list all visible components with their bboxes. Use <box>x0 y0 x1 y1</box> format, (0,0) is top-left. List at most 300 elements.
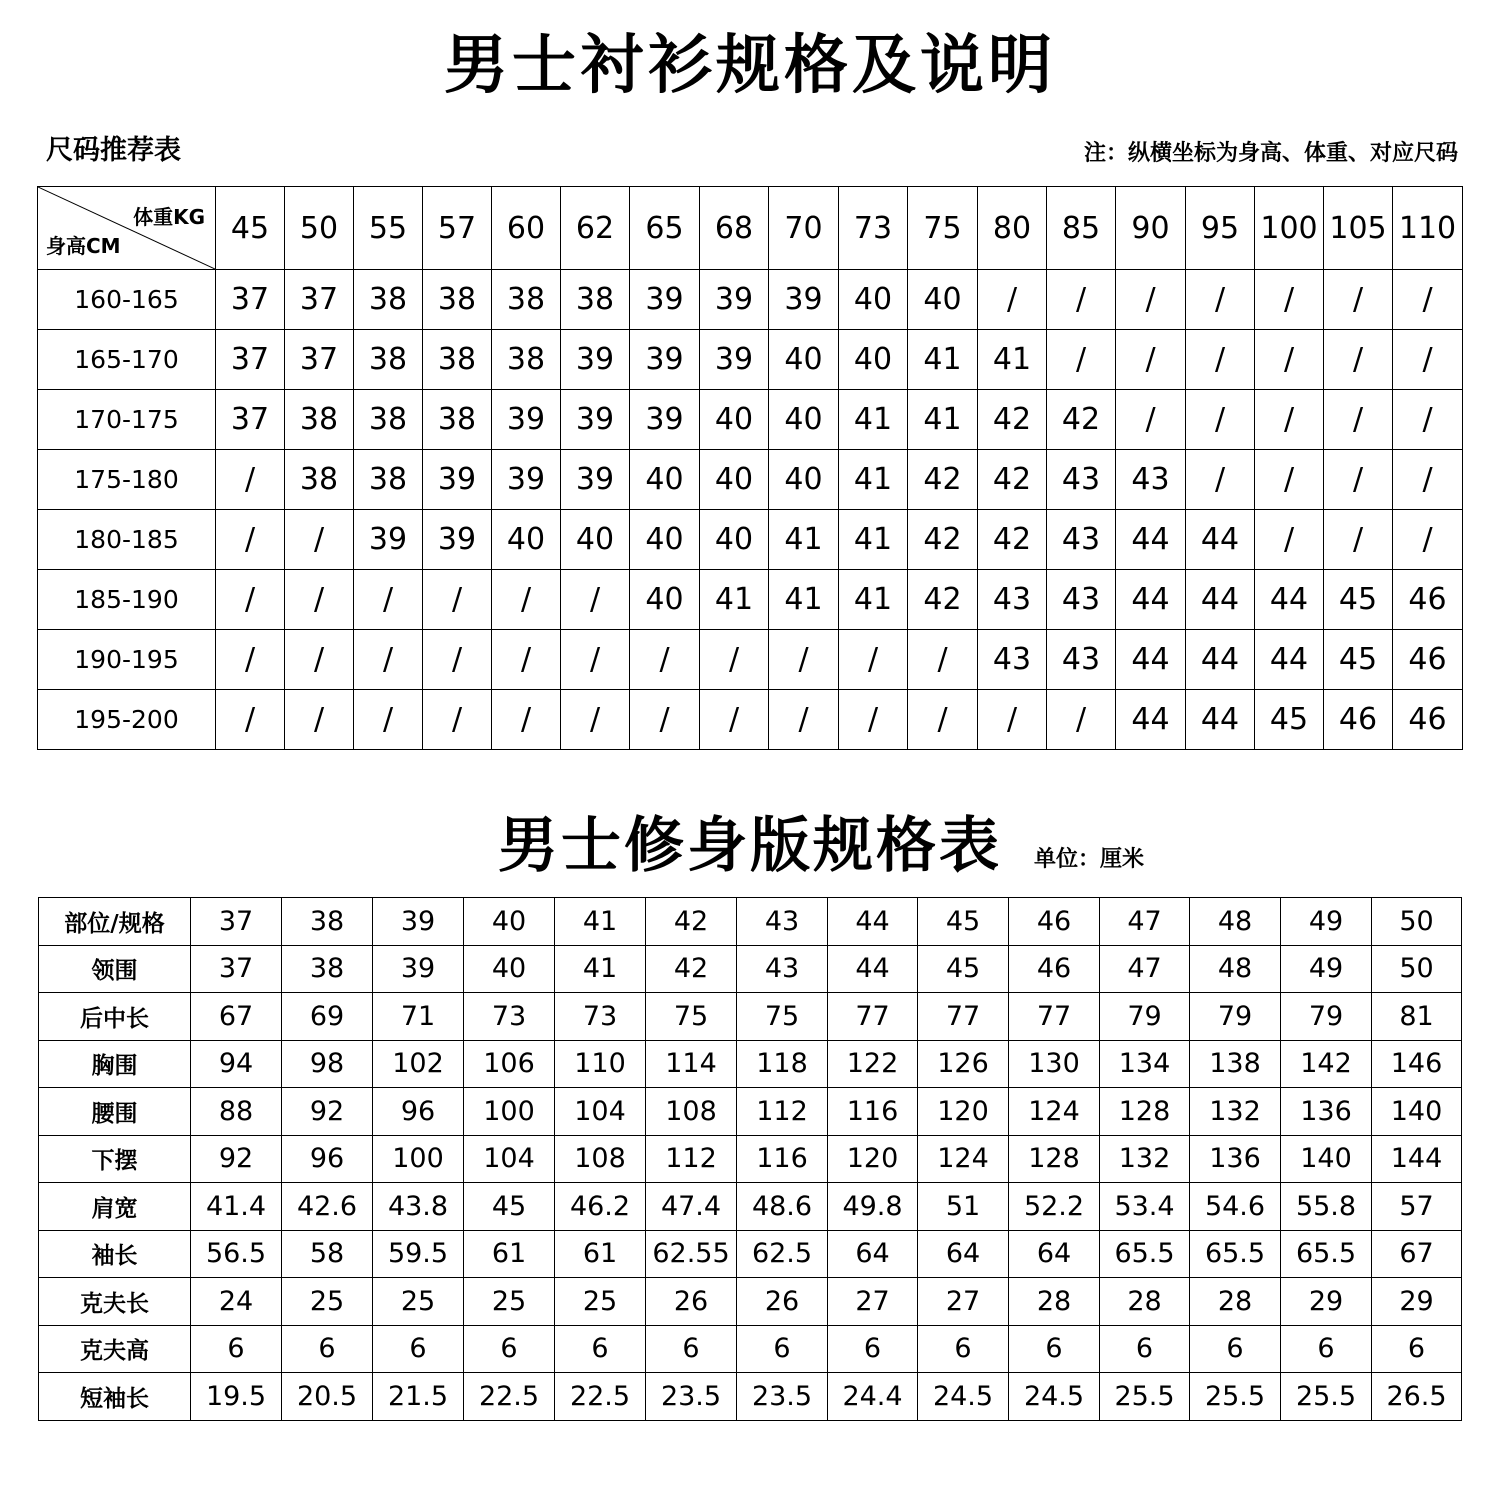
measure-value-cell: 27 <box>918 1278 1009 1326</box>
measure-value-cell: 64 <box>918 1230 1009 1278</box>
size-cell: / <box>285 570 354 630</box>
size-cell: 40 <box>492 510 561 570</box>
size-cell: 41 <box>908 330 978 390</box>
measure-value-cell: 47 <box>1100 945 1190 993</box>
size-cell: / <box>1324 270 1393 330</box>
size-cell: 42 <box>978 390 1047 450</box>
table-row <box>38 330 1463 390</box>
measure-label-cell: 袖长 <box>39 1230 191 1278</box>
size-cell: / <box>1324 330 1393 390</box>
size-cell: / <box>1255 510 1324 570</box>
measure-value-cell: 56.5 <box>191 1230 282 1278</box>
size-cell: 39 <box>630 390 700 450</box>
measure-value-cell: 65.5 <box>1281 1230 1372 1278</box>
size-cell: 46 <box>1324 690 1393 750</box>
size-cell: / <box>1255 270 1324 330</box>
height-range-cell: 185-190 <box>38 570 216 630</box>
measure-value-cell: 64 <box>828 1230 918 1278</box>
weight-header-cell: 85 <box>1047 187 1116 270</box>
height-range-cell: 165-170 <box>38 330 216 390</box>
weight-header-cell: 70 <box>769 187 839 270</box>
size-cell: 40 <box>700 390 769 450</box>
measure-value-cell: 24.5 <box>918 1373 1009 1421</box>
measure-value-cell: 140 <box>1372 1088 1462 1136</box>
measure-value-cell: 23.5 <box>737 1373 828 1421</box>
size-cell: / <box>216 690 285 750</box>
measure-value-cell: 122 <box>828 1040 918 1088</box>
size-recommend-table <box>37 186 1463 750</box>
size-cell: 43 <box>1047 630 1116 690</box>
size-cell: 40 <box>839 330 908 390</box>
measure-value-cell: 144 <box>1372 1135 1462 1183</box>
size-cell: / <box>1393 270 1463 330</box>
weight-header-cell: 65 <box>630 187 700 270</box>
size-cell: 44 <box>1186 630 1255 690</box>
size-cell: / <box>1393 510 1463 570</box>
measure-label-cell: 短袖长 <box>39 1373 191 1421</box>
size-cell: 45 <box>1324 630 1393 690</box>
size-cell: 41 <box>839 450 908 510</box>
measure-value-cell: 6 <box>373 1325 464 1373</box>
size-cell: 39 <box>630 330 700 390</box>
size-cell: / <box>1393 330 1463 390</box>
measure-value-cell: 98 <box>282 1040 373 1088</box>
measure-value-cell: 43.8 <box>373 1183 464 1231</box>
size-cell: / <box>1186 390 1255 450</box>
height-range-cell: 175-180 <box>38 450 216 510</box>
size-cell: 39 <box>423 450 492 510</box>
size-cell: / <box>216 570 285 630</box>
measure-value-cell: 92 <box>191 1135 282 1183</box>
measure-value-cell: 25 <box>464 1278 555 1326</box>
size-cell: / <box>1047 330 1116 390</box>
size-cell: 40 <box>630 510 700 570</box>
size-cell: 44 <box>1255 630 1324 690</box>
measure-value-cell: 41 <box>555 945 646 993</box>
measure-value-cell: 55.8 <box>1281 1183 1372 1231</box>
size-cell: 40 <box>630 570 700 630</box>
measure-value-cell: 104 <box>555 1088 646 1136</box>
weight-header-cell: 68 <box>700 187 769 270</box>
size-cell: 44 <box>1116 690 1186 750</box>
measure-value-cell: 46.2 <box>555 1183 646 1231</box>
measure-value-cell: 124 <box>918 1135 1009 1183</box>
corner-cell <box>38 187 216 270</box>
size-cell: / <box>216 450 285 510</box>
measure-value-cell: 108 <box>555 1135 646 1183</box>
size-cell: 39 <box>354 510 423 570</box>
size-cell: 43 <box>1116 450 1186 510</box>
size-cell: / <box>216 510 285 570</box>
measure-value-cell: 96 <box>282 1135 373 1183</box>
size-cell: 40 <box>839 270 908 330</box>
size-cell: 43 <box>1047 510 1116 570</box>
size-cell: / <box>908 690 978 750</box>
size-cell: 38 <box>492 270 561 330</box>
measure-value-cell: 120 <box>828 1135 918 1183</box>
size-cell: 39 <box>630 270 700 330</box>
table-row <box>38 570 1463 630</box>
measure-value-cell: 81 <box>1372 993 1462 1041</box>
table-row <box>39 1278 1462 1326</box>
measure-value-cell: 27 <box>828 1278 918 1326</box>
weight-header-cell: 50 <box>285 187 354 270</box>
measure-value-cell: 146 <box>1372 1040 1462 1088</box>
measure-value-cell: 41.4 <box>191 1183 282 1231</box>
measure-value-cell: 132 <box>1100 1135 1190 1183</box>
size-cell: / <box>423 690 492 750</box>
table-row <box>38 390 1463 450</box>
size-cell: 46 <box>1393 570 1463 630</box>
measure-value-cell: 6 <box>1190 1325 1281 1373</box>
measure-value-cell: 24.5 <box>1009 1373 1100 1421</box>
size-header-cell: 38 <box>282 898 373 946</box>
measure-value-cell: 65.5 <box>1190 1230 1281 1278</box>
size-cell: / <box>492 570 561 630</box>
size-cell: 40 <box>769 390 839 450</box>
size-cell: 39 <box>561 330 630 390</box>
size-cell: / <box>1186 450 1255 510</box>
size-cell: 41 <box>839 570 908 630</box>
measure-value-cell: 49 <box>1281 945 1372 993</box>
measure-value-cell: 44 <box>828 945 918 993</box>
size-cell: 38 <box>354 450 423 510</box>
height-range-cell: 195-200 <box>38 690 216 750</box>
measure-value-cell: 96 <box>373 1088 464 1136</box>
size-cell: 41 <box>908 390 978 450</box>
measure-value-cell: 71 <box>373 993 464 1041</box>
measure-value-cell: 112 <box>646 1135 737 1183</box>
table-row <box>38 630 1463 690</box>
measure-value-cell: 21.5 <box>373 1373 464 1421</box>
measure-value-cell: 130 <box>1009 1040 1100 1088</box>
size-cell: 41 <box>839 510 908 570</box>
measure-value-cell: 102 <box>373 1040 464 1088</box>
measure-value-cell: 67 <box>1372 1230 1462 1278</box>
measure-value-cell: 26 <box>646 1278 737 1326</box>
size-cell: 38 <box>354 330 423 390</box>
size-cell: 41 <box>978 330 1047 390</box>
size-header-cell: 40 <box>464 898 555 946</box>
size-header-cell: 44 <box>828 898 918 946</box>
measure-label-cell: 胸围 <box>39 1040 191 1088</box>
measure-value-cell: 6 <box>1009 1325 1100 1373</box>
size-cell: 42 <box>908 510 978 570</box>
measure-value-cell: 50 <box>1372 945 1462 993</box>
size-cell: 45 <box>1324 570 1393 630</box>
measure-value-cell: 124 <box>1009 1088 1100 1136</box>
measure-value-cell: 94 <box>191 1040 282 1088</box>
measure-value-cell: 6 <box>828 1325 918 1373</box>
size-cell: 40 <box>561 510 630 570</box>
size-cell: 43 <box>1047 450 1116 510</box>
height-range-cell: 190-195 <box>38 630 216 690</box>
measure-value-cell: 49.8 <box>828 1183 918 1231</box>
size-cell: / <box>908 630 978 690</box>
size-cell: 38 <box>423 390 492 450</box>
table-row <box>38 270 1463 330</box>
measure-value-cell: 59.5 <box>373 1230 464 1278</box>
size-cell: 37 <box>216 270 285 330</box>
size-cell: 40 <box>630 450 700 510</box>
measure-value-cell: 64 <box>1009 1230 1100 1278</box>
slim-spec-unit: 单位：厘米 <box>1034 847 1145 872</box>
size-cell: / <box>1324 450 1393 510</box>
measure-value-cell: 48.6 <box>737 1183 828 1231</box>
size-cell: 38 <box>423 330 492 390</box>
measure-value-cell: 29 <box>1281 1278 1372 1326</box>
measure-value-cell: 28 <box>1009 1278 1100 1326</box>
size-cell: 42 <box>908 570 978 630</box>
measure-value-cell: 126 <box>918 1040 1009 1088</box>
measure-value-cell: 26.5 <box>1372 1373 1462 1421</box>
measure-value-cell: 53.4 <box>1100 1183 1190 1231</box>
measure-value-cell: 140 <box>1281 1135 1372 1183</box>
size-cell: / <box>978 690 1047 750</box>
weight-header-cell: 75 <box>908 187 978 270</box>
size-cell: / <box>839 690 908 750</box>
size-cell: / <box>1186 270 1255 330</box>
size-cell: 38 <box>285 390 354 450</box>
size-header-cell: 42 <box>646 898 737 946</box>
size-cell: / <box>1116 390 1186 450</box>
measure-value-cell: 25.5 <box>1100 1373 1190 1421</box>
size-cell: / <box>769 630 839 690</box>
measure-value-cell: 6 <box>282 1325 373 1373</box>
measure-value-cell: 88 <box>191 1088 282 1136</box>
height-range-cell: 180-185 <box>38 510 216 570</box>
weight-header-cell: 80 <box>978 187 1047 270</box>
measure-value-cell: 6 <box>1372 1325 1462 1373</box>
size-cell: 42 <box>908 450 978 510</box>
measure-value-cell: 79 <box>1281 993 1372 1041</box>
weight-header-cell: 95 <box>1186 187 1255 270</box>
size-cell: / <box>492 690 561 750</box>
size-cell: / <box>839 630 908 690</box>
size-cell: 39 <box>492 450 561 510</box>
measure-value-cell: 73 <box>555 993 646 1041</box>
size-cell: 42 <box>978 450 1047 510</box>
measure-label-cell: 克夫高 <box>39 1325 191 1373</box>
measure-value-cell: 25.5 <box>1190 1373 1281 1421</box>
measure-value-cell: 58 <box>282 1230 373 1278</box>
measure-value-cell: 57 <box>1372 1183 1462 1231</box>
size-recommend-heading: 尺码推荐表 <box>46 135 181 166</box>
table-row <box>39 1183 1462 1231</box>
measure-value-cell: 120 <box>918 1088 1009 1136</box>
weight-header-cell: 73 <box>839 187 908 270</box>
size-cell: / <box>1393 390 1463 450</box>
measure-value-cell: 100 <box>464 1088 555 1136</box>
height-range-cell: 170-175 <box>38 390 216 450</box>
measure-value-cell: 54.6 <box>1190 1183 1281 1231</box>
measure-value-cell: 62.5 <box>737 1230 828 1278</box>
size-cell: / <box>1324 390 1393 450</box>
measure-label-cell: 克夫长 <box>39 1278 191 1326</box>
measure-value-cell: 62.55 <box>646 1230 737 1278</box>
weight-header-cell: 100 <box>1255 187 1324 270</box>
size-cell: 44 <box>1186 570 1255 630</box>
measure-value-cell: 116 <box>737 1135 828 1183</box>
size-header-row <box>39 898 1462 946</box>
measure-value-cell: 45 <box>464 1183 555 1231</box>
size-header-cell: 50 <box>1372 898 1462 946</box>
measure-value-cell: 132 <box>1190 1088 1281 1136</box>
measure-label-cell: 肩宽 <box>39 1183 191 1231</box>
measure-value-cell: 43 <box>737 945 828 993</box>
table-row <box>39 1325 1462 1373</box>
measure-value-cell: 65.5 <box>1100 1230 1190 1278</box>
weight-header-cell: 105 <box>1324 187 1393 270</box>
table-row <box>39 1088 1462 1136</box>
size-cell: / <box>700 630 769 690</box>
measure-value-cell: 114 <box>646 1040 737 1088</box>
size-cell: / <box>1393 450 1463 510</box>
size-cell: / <box>1116 270 1186 330</box>
size-recommend-note: 注：纵横坐标为身高、体重、对应尺码 <box>1083 141 1458 166</box>
measure-value-cell: 136 <box>1190 1135 1281 1183</box>
size-header-cell: 47 <box>1100 898 1190 946</box>
size-cell: / <box>561 630 630 690</box>
weight-header-cell: 62 <box>561 187 630 270</box>
size-cell: 38 <box>423 270 492 330</box>
size-cell: / <box>1324 510 1393 570</box>
measure-value-cell: 116 <box>828 1088 918 1136</box>
size-cell: / <box>216 630 285 690</box>
measure-value-cell: 51 <box>918 1183 1009 1231</box>
size-cell: / <box>1186 330 1255 390</box>
size-cell: / <box>1255 450 1324 510</box>
measure-value-cell: 73 <box>464 993 555 1041</box>
measure-value-cell: 45 <box>918 945 1009 993</box>
measure-value-cell: 61 <box>555 1230 646 1278</box>
size-cell: / <box>1255 390 1324 450</box>
size-header-cell: 41 <box>555 898 646 946</box>
measure-value-cell: 40 <box>464 945 555 993</box>
size-cell: / <box>978 270 1047 330</box>
size-cell: 43 <box>978 630 1047 690</box>
measure-value-cell: 118 <box>737 1040 828 1088</box>
measure-value-cell: 6 <box>1281 1325 1372 1373</box>
size-cell: 41 <box>769 570 839 630</box>
size-cell: 39 <box>769 270 839 330</box>
measure-value-cell: 75 <box>646 993 737 1041</box>
measure-value-cell: 25 <box>373 1278 464 1326</box>
size-cell: 37 <box>216 330 285 390</box>
measure-value-cell: 142 <box>1281 1040 1372 1088</box>
size-cell: 40 <box>700 450 769 510</box>
measure-value-cell: 46 <box>1009 945 1100 993</box>
size-cell: 37 <box>216 390 285 450</box>
size-header-cell: 37 <box>191 898 282 946</box>
weight-header-row <box>38 187 1463 270</box>
measure-value-cell: 79 <box>1100 993 1190 1041</box>
measure-label-cell: 领围 <box>39 945 191 993</box>
size-cell: / <box>285 690 354 750</box>
measure-value-cell: 128 <box>1100 1088 1190 1136</box>
measure-value-cell: 42.6 <box>282 1183 373 1231</box>
measure-value-cell: 20.5 <box>282 1373 373 1421</box>
measure-value-cell: 67 <box>191 993 282 1041</box>
size-cell: / <box>423 570 492 630</box>
size-cell: / <box>1047 270 1116 330</box>
size-cell: 38 <box>492 330 561 390</box>
size-cell: 44 <box>1255 570 1324 630</box>
table-row <box>39 1373 1462 1421</box>
size-cell: 44 <box>1186 510 1255 570</box>
measure-value-cell: 6 <box>555 1325 646 1373</box>
measure-value-cell: 25.5 <box>1281 1373 1372 1421</box>
size-cell: 41 <box>700 570 769 630</box>
measure-value-cell: 6 <box>646 1325 737 1373</box>
measure-value-cell: 37 <box>191 945 282 993</box>
measure-value-cell: 39 <box>373 945 464 993</box>
measure-value-cell: 128 <box>1009 1135 1100 1183</box>
measure-label-cell: 腰围 <box>39 1088 191 1136</box>
size-cell: / <box>354 630 423 690</box>
measure-value-cell: 52.2 <box>1009 1183 1100 1231</box>
weight-header-cell: 60 <box>492 187 561 270</box>
measure-value-cell: 47.4 <box>646 1183 737 1231</box>
size-cell: 43 <box>978 570 1047 630</box>
weight-header-cell: 90 <box>1116 187 1186 270</box>
page-title: 男士衬衫规格及说明 <box>444 29 1056 103</box>
size-cell: 43 <box>1047 570 1116 630</box>
measure-value-cell: 48 <box>1190 945 1281 993</box>
measure-value-cell: 92 <box>282 1088 373 1136</box>
size-cell: 44 <box>1186 690 1255 750</box>
slim-spec-title: 男士修身版规格表 <box>498 811 1002 881</box>
size-cell: 39 <box>423 510 492 570</box>
measure-value-cell: 24 <box>191 1278 282 1326</box>
measure-value-cell: 69 <box>282 993 373 1041</box>
measure-value-cell: 6 <box>464 1325 555 1373</box>
measure-value-cell: 22.5 <box>555 1373 646 1421</box>
weight-header-cell: 110 <box>1393 187 1463 270</box>
size-header-cell: 43 <box>737 898 828 946</box>
measure-value-cell: 112 <box>737 1088 828 1136</box>
table-row <box>39 993 1462 1041</box>
measure-value-cell: 25 <box>555 1278 646 1326</box>
size-cell: 44 <box>1116 630 1186 690</box>
measure-value-cell: 79 <box>1190 993 1281 1041</box>
size-cell: 40 <box>908 270 978 330</box>
measure-value-cell: 100 <box>373 1135 464 1183</box>
weight-axis-label: 体重KG <box>133 205 205 229</box>
table-row <box>39 1135 1462 1183</box>
measure-value-cell: 136 <box>1281 1088 1372 1136</box>
size-cell: 37 <box>285 330 354 390</box>
measure-value-cell: 77 <box>918 993 1009 1041</box>
measure-value-cell: 25 <box>282 1278 373 1326</box>
measure-value-cell: 28 <box>1100 1278 1190 1326</box>
size-cell: 42 <box>978 510 1047 570</box>
measure-value-cell: 138 <box>1190 1040 1281 1088</box>
size-cell: 40 <box>769 330 839 390</box>
size-cell: 38 <box>354 270 423 330</box>
size-cell: / <box>285 630 354 690</box>
size-cell: / <box>1255 330 1324 390</box>
size-cell: / <box>561 570 630 630</box>
table-row <box>39 1230 1462 1278</box>
height-axis-label: 身高CM <box>46 234 121 258</box>
size-cell: 39 <box>700 330 769 390</box>
size-cell: 38 <box>561 270 630 330</box>
size-cell: / <box>354 570 423 630</box>
size-cell: 44 <box>1116 510 1186 570</box>
measure-value-cell: 42 <box>646 945 737 993</box>
size-header-cell: 46 <box>1009 898 1100 946</box>
